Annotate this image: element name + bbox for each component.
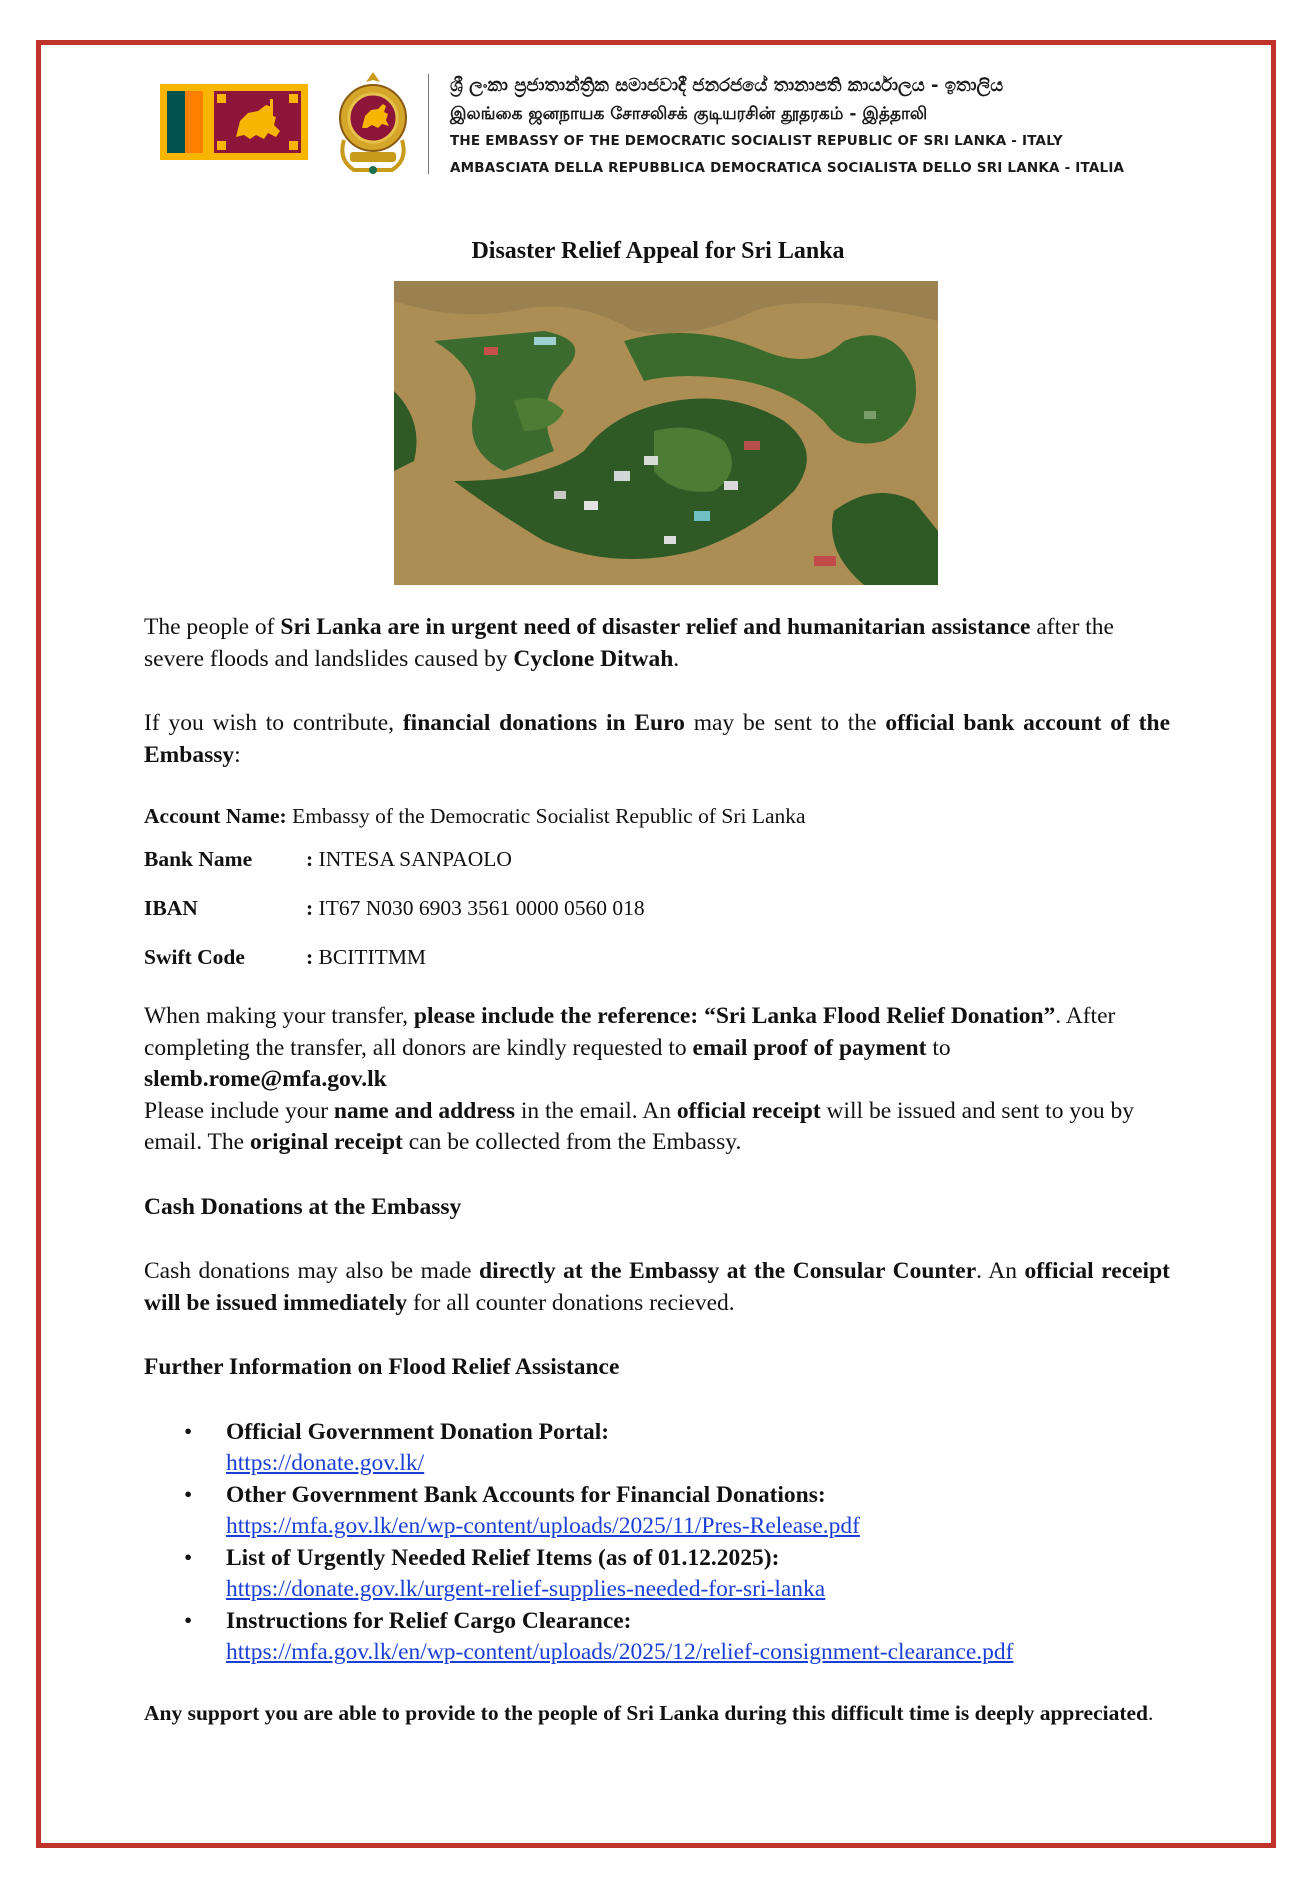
info-list <box>144 1417 1170 1669</box>
flood-aerial-photo <box>394 281 938 585</box>
list-item: • Instructions for Relief Cargo Clearance: https://mfa.gov.lk/en/wp-content/uploads/2025/12/relief-consignment-clearance.pdf <box>184 1607 1014 1665</box>
bank-accounts-link[interactable]: https://mfa.gov.lk/en/wp-content/uploads/2025/11/Pres-Release.pdf <box>226 1513 860 1539</box>
list-item-label: Instructions for Relief Cargo Clearance: <box>226 1607 632 1634</box>
donation-portal-link[interactable]: https://donate.gov.lk/ <box>226 1450 425 1476</box>
closing-statement: Any support you are able to provide to the people of Sri Lanka during this difficult time is deeply appreciated. <box>144 1700 1154 1725</box>
page-title: Disaster Relief Appeal for Sri Lanka <box>471 238 845 264</box>
relief-items-link[interactable]: https://donate.gov.lk/urgent-relief-supplies-needed-for-sri-lanka <box>226 1576 826 1602</box>
list-item-label: Other Government Bank Accounts for Financial Donations: <box>226 1481 826 1508</box>
cargo-clearance-link[interactable]: https://mfa.gov.lk/en/wp-content/uploads/2025/12/relief-consignment-clearance.pdf <box>226 1639 1014 1665</box>
account-name: Account Name: Embassy of the Democratic Socialist Republic of Sri Lanka <box>144 804 806 828</box>
iban-row: IBAN : IT67 N030 6903 3561 0000 0560 018 <box>144 896 645 920</box>
header-italian: AMBASCIATA DELLA REPUBBLICA DEMOCRATICA SOCIALISTA DELLO SRI LANKA - ITALIA <box>450 160 1125 176</box>
further-info-heading: Further Information on Flood Relief Assistance <box>144 1354 620 1380</box>
receipt-paragraph: Please include your name and address in the email. An official receipt will be issued and sent to you by email. The original receipt can be collected from the Embassy. <box>144 1097 1134 1155</box>
header-divider <box>428 74 429 174</box>
transfer-paragraph: When making your transfer, please include the reference: “Sri Lanka Flood Relief Donation”. After completing the transfer, all donors are kindly requested to email proof of payment to slemb.rome@mfa.gov.lk <box>144 1003 1116 1092</box>
letterhead <box>160 70 1160 178</box>
list-item: • Official Government Donation Portal: https://donate.gov.lk/ <box>184 1418 610 1476</box>
cash-heading: Cash Donations at the Embassy <box>144 1193 462 1220</box>
list-item-label: Official Government Donation Portal: <box>226 1418 610 1445</box>
list-item: • List of Urgently Needed Relief Items (as of 01.12.2025): https://donate.gov.lk/urgent-relief-supplies-needed-for-sri-lanka <box>184 1544 826 1602</box>
bank-name-row: Bank Name : INTESA SANPAOLO <box>144 847 512 871</box>
intro-paragraph: The people of Sri Lanka are in urgent need of disaster relief and humanitarian assistance after the severe floods and landslides caused by Cyclone Ditwah. <box>144 614 1114 672</box>
contribute-paragraph: If you wish to contribute, financial donations in Euro may be sent to the official bank account of the Embassy: <box>144 710 1171 768</box>
list-item: • Other Government Bank Accounts for Financial Donations: https://mfa.gov.lk/en/wp-content/uploads/2025/11/Pres-Release.pdf <box>184 1481 860 1539</box>
header-english: THE EMBASSY OF THE DEMOCRATIC SOCIALIST REPUBLIC OF SRI LANKA - ITALY <box>450 133 1063 149</box>
list-item-label: List of Urgently Needed Relief Items (as of 01.12.2025): <box>226 1544 780 1571</box>
swift-code-row: Swift Code : BCITITMM <box>144 945 427 969</box>
header-tamil: இலங்கை ஜனநாயக சோசலிசக் குடியரசின் தூதரகம் - இத்தாலி <box>450 104 928 124</box>
header-sinhala: ශ්‍රී ලංකා ප්‍රජාතාන්ත්‍රික සමාජවාදී ජනරජයේ තානාපති කාර්යාලය - ඉතාලිය <box>450 75 1004 96</box>
national-emblem-icon <box>334 70 412 176</box>
sri-lanka-flag-icon <box>160 84 308 160</box>
main-content <box>144 612 1170 1728</box>
cash-paragraph: Cash donations may also be made directly at the Embassy at the Consular Counter. An official receipt will be issued immediately for all counter donations recieved. <box>144 1258 1170 1316</box>
